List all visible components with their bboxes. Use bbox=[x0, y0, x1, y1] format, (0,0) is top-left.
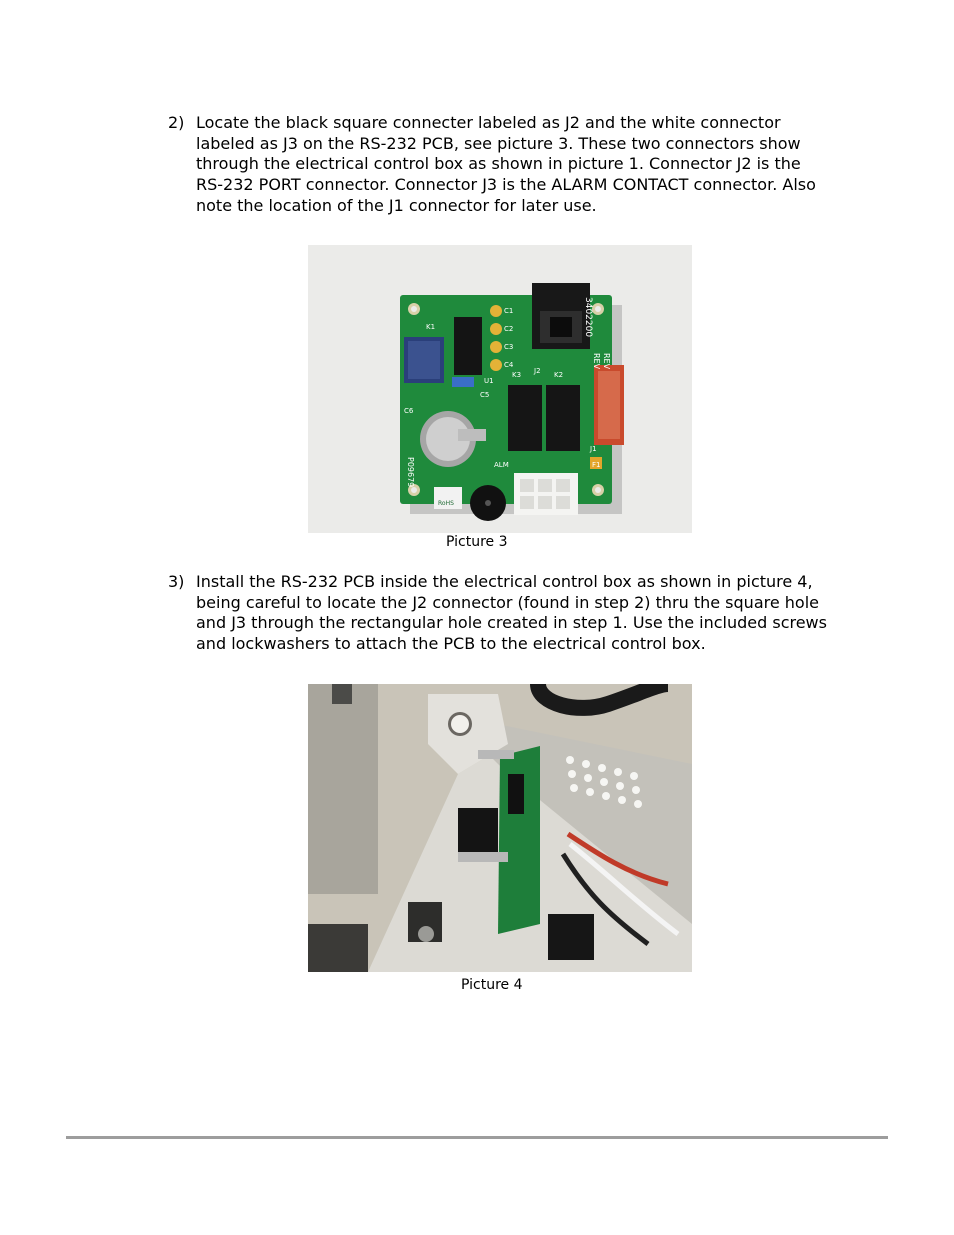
label-c2: C2 bbox=[504, 325, 514, 333]
label-c6: C6 bbox=[404, 407, 414, 415]
footer-divider bbox=[66, 1136, 888, 1139]
label-c4: C4 bbox=[504, 361, 514, 369]
label-k2: K2 bbox=[554, 371, 564, 379]
step-number: 3) bbox=[168, 572, 185, 591]
label-rev-2: REV bbox=[592, 353, 601, 370]
rohs-mark: RoHS bbox=[438, 500, 454, 507]
label-alm: ALM bbox=[494, 461, 509, 469]
picture-4-enclosure-photo bbox=[308, 684, 692, 972]
picture-4-caption: Picture 4 bbox=[461, 977, 523, 993]
label-pcb-id: P09679 bbox=[406, 457, 415, 488]
label-c3: C3 bbox=[504, 343, 514, 351]
step-3 bbox=[168, 572, 828, 655]
step-number: 2) bbox=[168, 113, 185, 132]
label-k3: K3 bbox=[512, 371, 522, 379]
picture-3-pcb-photo bbox=[308, 245, 692, 533]
label-c5: C5 bbox=[480, 391, 490, 399]
label-f1: F1 bbox=[592, 461, 601, 469]
label-j1: J1 bbox=[590, 445, 597, 453]
step-text: Install the RS-232 PCB inside the electrical control box as shown in picture 4, being careful to locate the J2 connector (found in step 2) thru the square hole and J3 through the rectangular hole created in step 1. Use the included screws and lockwashers to attach the PCB to the electrical control box. bbox=[196, 572, 827, 654]
picture-3-caption: Picture 3 bbox=[446, 534, 508, 550]
label-part-number: 3402200 bbox=[583, 297, 593, 338]
label-k1: K1 bbox=[426, 323, 436, 331]
label-rev-1: REV bbox=[602, 353, 611, 370]
label-j2: J2 bbox=[534, 367, 541, 375]
step-text: Locate the black square connecter labeled as J2 and the white connector labeled as J3 on the RS-232 PCB, see picture 3. These two connectors show through the electrical control box as shown in picture 1. Connector J2 is the RS-232 PORT connector. Connector J3 is the ALARM CONTACT connector. Also note the location of the J1 connector for later use. bbox=[196, 113, 816, 215]
label-c1: C1 bbox=[504, 307, 514, 315]
step-2 bbox=[168, 113, 828, 217]
label-u1: U1 bbox=[484, 377, 494, 385]
